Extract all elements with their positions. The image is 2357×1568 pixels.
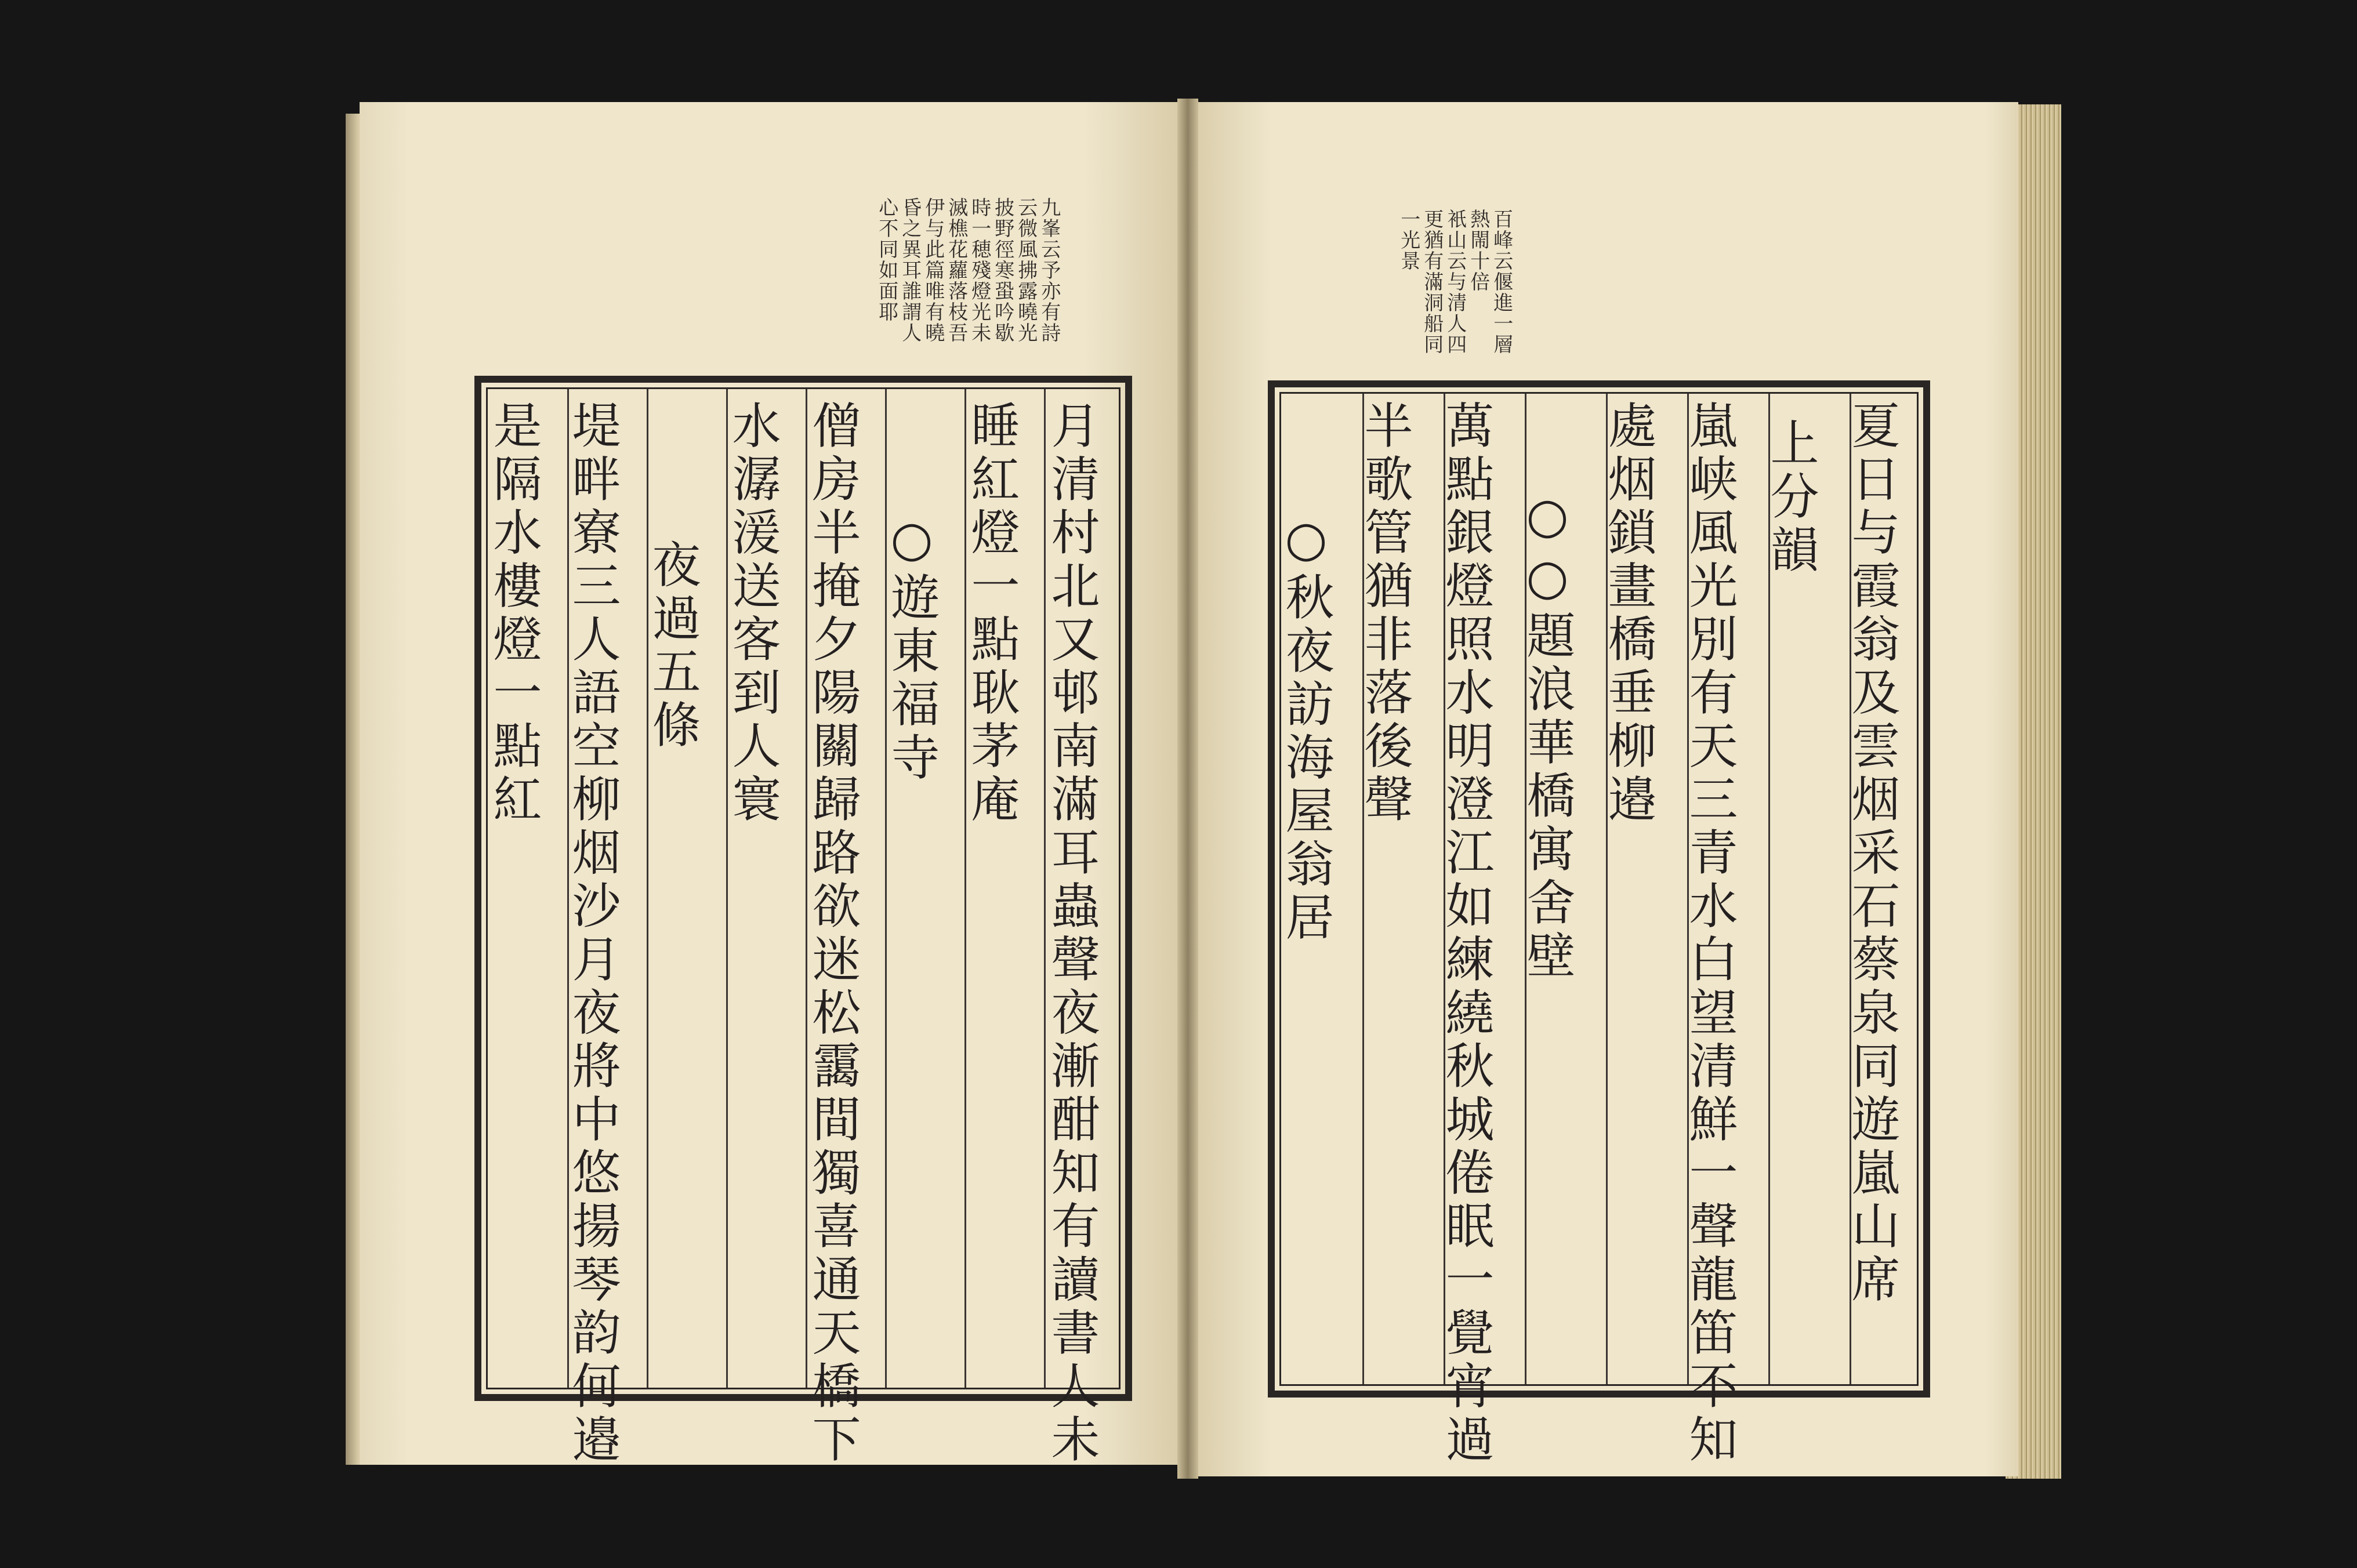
poem-title: ○○題浪華橋寓舍壁 xyxy=(1519,487,1576,983)
text-column-2: 睡紅燈一點耿茅庵 xyxy=(963,400,1020,827)
note-line: 衹山云与清人四 xyxy=(1443,209,1467,355)
text-column-7: 半歌管猶非落後聲 xyxy=(1357,400,1413,827)
text-column-5: 水潺湲送客到人寰 xyxy=(724,400,781,827)
note-line: 熱閙十倍 xyxy=(1466,209,1490,292)
note-line: 一光景 xyxy=(1397,209,1420,271)
text-column-7: 堤畔寮三人語空柳烟沙月夜將中悠揚琴韵何邉 xyxy=(564,400,621,1467)
text-column-8: 是隔水樓燈一點紅 xyxy=(485,400,542,827)
text-column-3: 嵐峡風光別有天三青水白望清鮮一聲龍笛不知 xyxy=(1681,400,1738,1467)
poem-title: 夏日与霞翁及雲烟采石蔡泉同遊嵐山席 xyxy=(1844,400,1901,1307)
note-line: 時一穂殘燈光未 xyxy=(967,197,991,343)
poem-title: ○秋夜訪海屋翁居 xyxy=(1278,510,1335,945)
text-column-6: 萬點銀燈照水明澄江如練繞秋城倦眠一覺宵過 xyxy=(1438,400,1495,1467)
note-line: 心不同如面耶 xyxy=(875,197,898,322)
poem-subtitle: 上分韻 xyxy=(1763,418,1819,578)
text-column-4: 處烟鎖畫橋垂柳邉 xyxy=(1600,400,1657,827)
note-line: 更猶有滿洞船同 xyxy=(1420,209,1444,355)
book-gutter xyxy=(1177,99,1198,1479)
note-line: 滅樵花蘿落枝吾 xyxy=(944,197,968,343)
note-line: 伊与此篇唯有曉 xyxy=(921,197,945,343)
note-line: 百峰云偃進一層 xyxy=(1489,209,1513,355)
poem-title: ○遊東福寺 xyxy=(883,510,940,785)
text-column-1: 月清村北又邨南滿耳蟲聲夜漸酣知有讀書人未 xyxy=(1043,400,1100,1467)
note-line: 云微風拂露曉光 xyxy=(1014,197,1038,343)
note-line: 九峯云予亦有詩 xyxy=(1037,197,1061,343)
note-line: 昏之異耳誰謂人 xyxy=(898,197,922,343)
text-column-4: 僧房半掩夕陽關歸路欲迷松靄間獨喜通天橋下 xyxy=(804,400,861,1467)
poem-title: 夜過五條 xyxy=(644,539,701,753)
note-line: 披野徑寒蛩吟歇 xyxy=(991,197,1014,343)
